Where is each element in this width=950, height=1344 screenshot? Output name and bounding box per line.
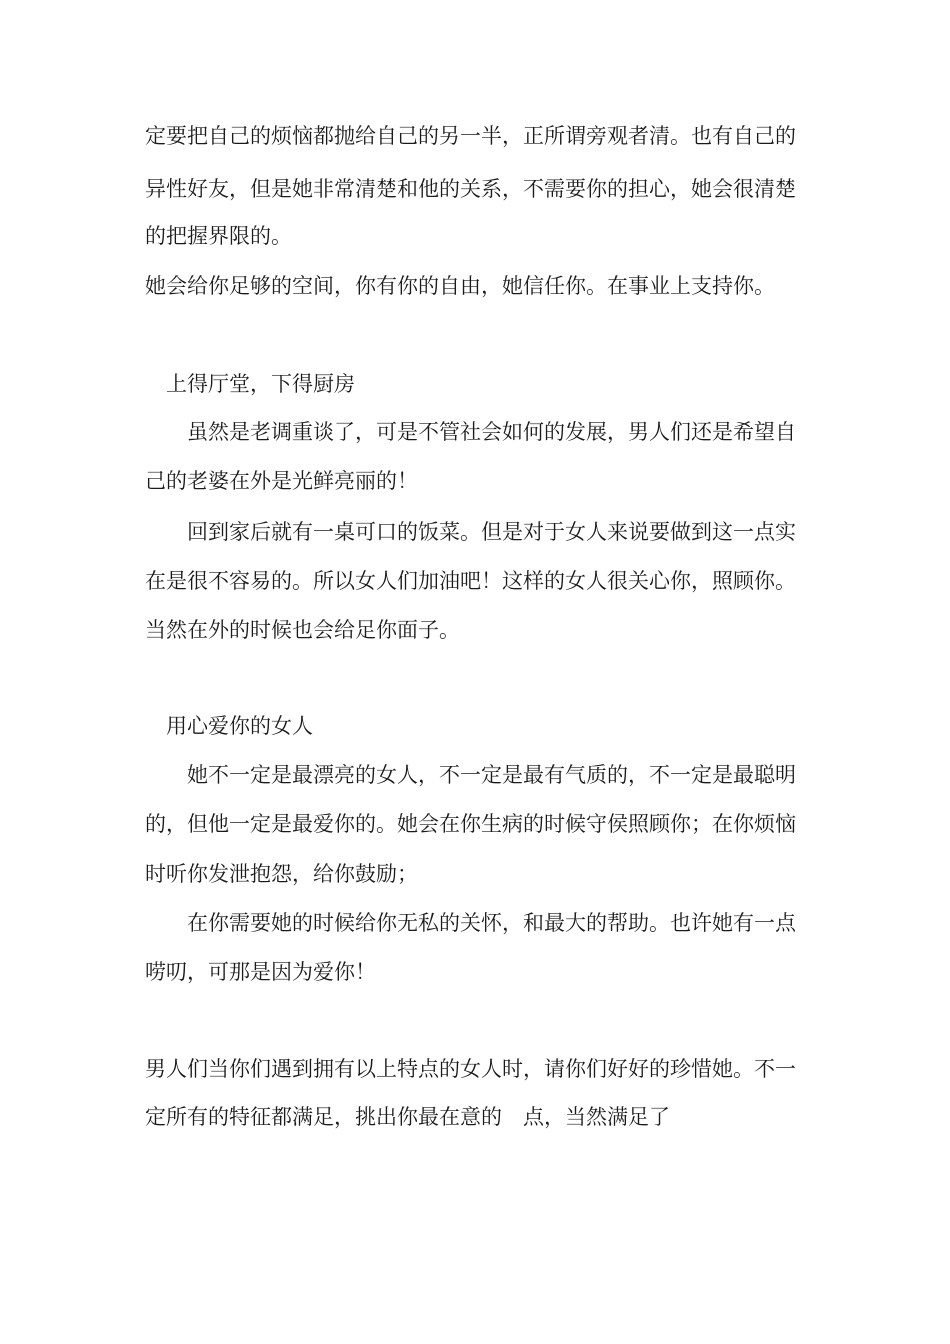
text-line: 的，但他一定是最爱你的。她会在你生病的时候守侯照顾你；在你烦恼 (145, 812, 796, 836)
text-line: 虽然是老调重谈了，可是不管社会如何的发展，男人们还是希望自 (187, 420, 796, 444)
text-line: 在是很不容易的。所以女人们加油吧！这样的女人很关心你，照顾你。 (145, 569, 796, 593)
text-line: 在你需要她的时候给你无私的关怀，和最大的帮助。也许她有一点 (187, 911, 796, 935)
text-line: 当然在外的时候也会给足你面子。 (145, 618, 460, 642)
text-line: 回到家后就有一桌可口的饭菜。但是对于女人来说要做到这一点实 (187, 520, 796, 544)
text-line: 定所有的特征都满足，挑出你最在意的 点，当然满足了 (145, 1105, 670, 1129)
text-line: 唠叨，可那是因为爱你！ (145, 960, 376, 984)
text-line: 她会给你足够的空间，你有你的自由，她信任你。在事业上支持你。 (145, 274, 775, 298)
text-line: 时听你发泄抱怨，给你鼓励； (145, 862, 418, 886)
text-line: 己的老婆在外是光鲜亮丽的！ (145, 469, 418, 493)
text-line: 的把握界限的。 (145, 224, 292, 248)
text-line: 异性好友，但是她非常清楚和他的关系，不需要你的担心，她会很清楚 (145, 177, 796, 201)
section-heading: 用心爱你的女人 (166, 714, 313, 738)
text-line: 男人们当你们遇到拥有以上特点的女人时，请你们好好的珍惜她。不一 (145, 1057, 796, 1081)
section-heading: 上得厅堂，下得厨房 (166, 372, 355, 396)
text-line: 定要把自己的烦恼都抛给自己的另一半，正所谓旁观者清。也有自己的 (145, 124, 796, 148)
text-line: 她不一定是最漂亮的女人，不一定是最有气质的，不一定是最聪明 (187, 763, 796, 787)
